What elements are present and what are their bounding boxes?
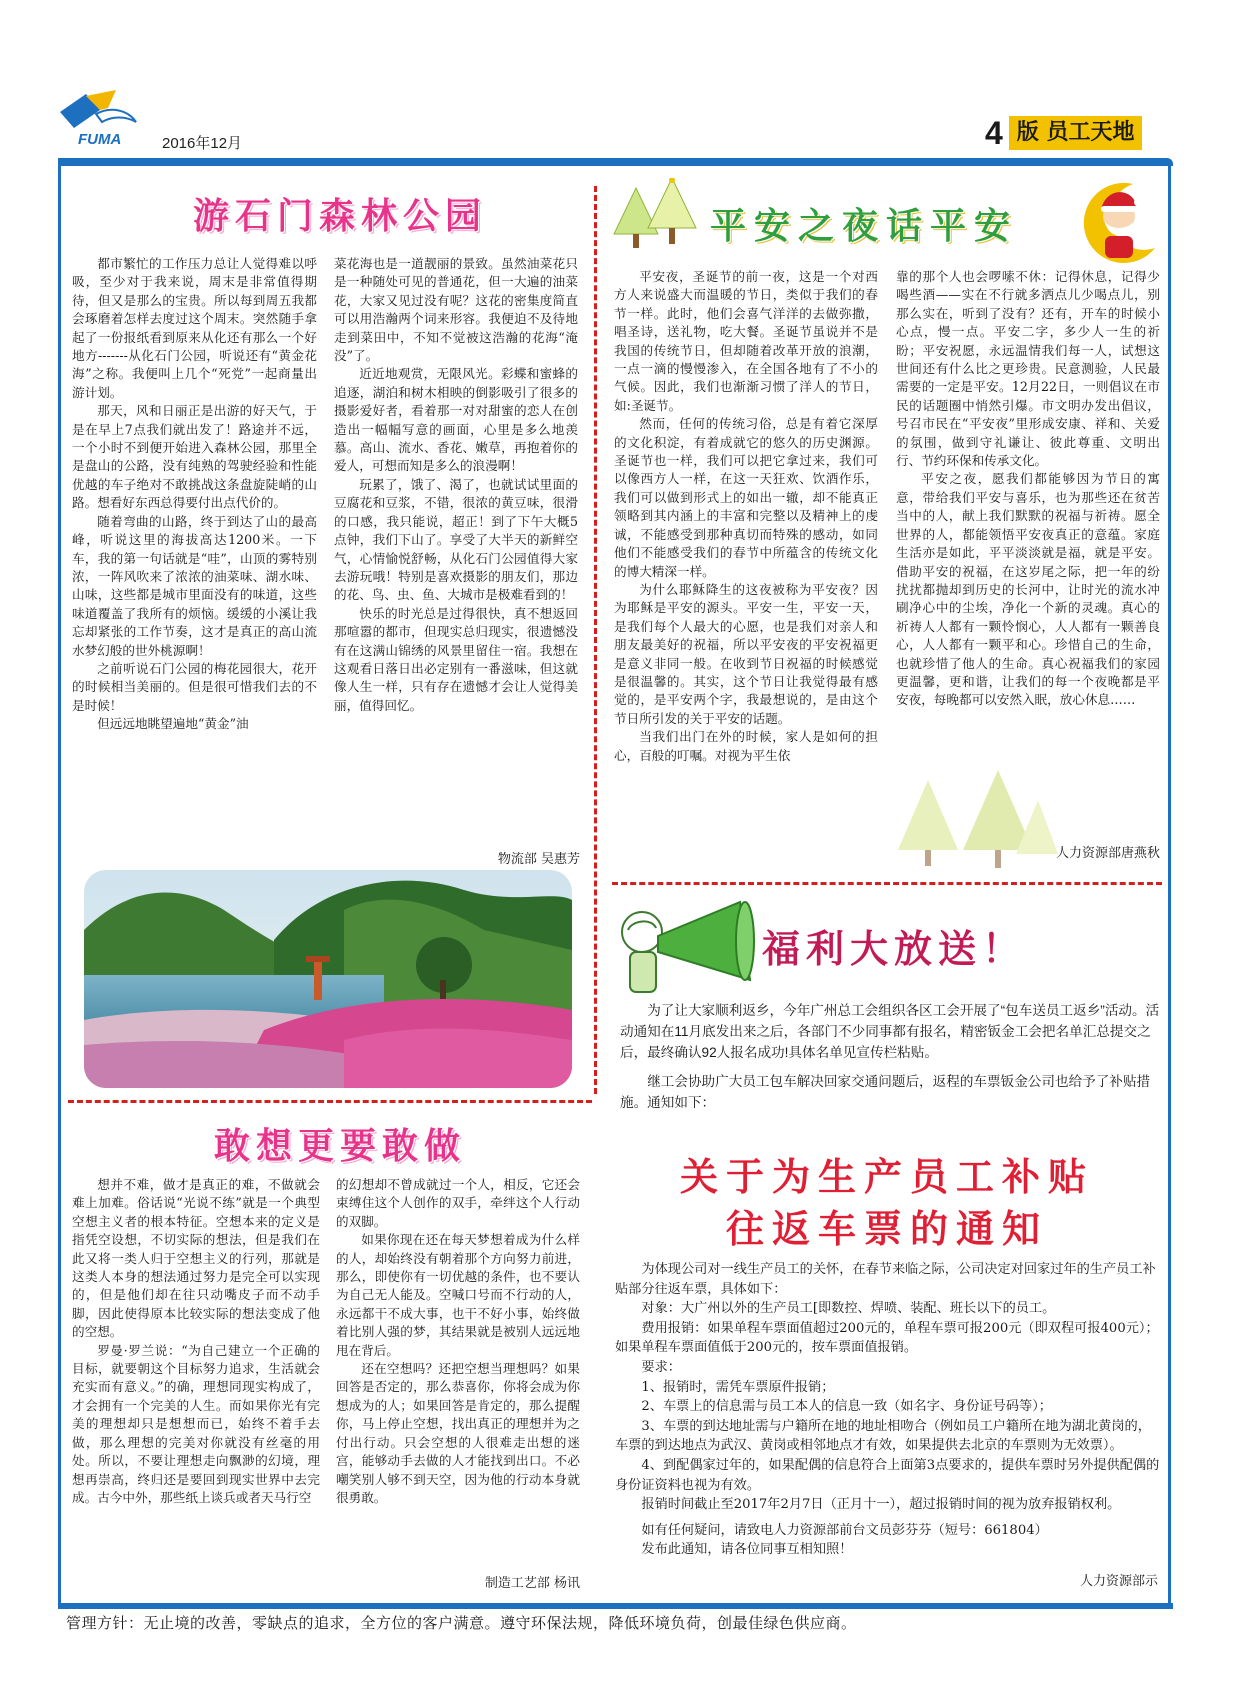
article-title: 敢想更要敢做 (213, 1125, 466, 1167)
notice-line: 1、报销时，需凭车票原件报销； (641, 1379, 835, 1395)
notice-line: 如有任何疑问，请致电人力资源部前台文员彭芬芬（短号：661804） (641, 1522, 1048, 1538)
paragraph: 那天，风和日丽正是出游的好天气，于是在早上7点我们就出发了！路途并不远，一个小时不到便开始进入森林公园，那里全是盘山的公路，没有纯熟的驾驶经验和性能优越的车子绝对不敢挑战这条盘旋陡峭的山路。想看好东西总得要付出点代价的。 (72, 403, 317, 511)
notice-title: 关于为生产员工补贴 (679, 1154, 1094, 1199)
paragraph: 想并不难，做才是真正的难，不做就会难上加难。俗话说“光说不练”就是一个典型空想主义者的根本特征。空想本来的定义是指凭空设想，不切实际的想法，但是我们在此又将一类人归于空想主义的行列，那就是这类人本身的想法通过努力是完全可以实现的，但是他们却在往只动嘴皮子而不动手脚，因此使得原本比较实际的想法变成了他的空想。 (72, 1177, 320, 1340)
notice-body (615, 1260, 1160, 1560)
paragraph: 都市繁忙的工作压力总让人觉得难以呼吸，至少对于我来说，周末是非常值得期待，但又是那么的宝贵。所以每到周五我都会琢磨着怎样去度过这个周末。突然随手拿起了一份报纸看到原来从化还有那么一个好地方-------从化石门公园，听说还有“黄金花海”之称。我便叫上几个“死党”一起商量出游计划。 (72, 256, 317, 400)
article-column (614, 268, 878, 765)
paragraph: 菜花海也是一道靓丽的景致。虽然油菜花只是一种随处可见的普通花，但一大遍的油菜花，大家又见过没有呢？这花的密集度简直可以用浩瀚两个词来形容。我便迫不及待地走到菜田中，不知不觉被这浩瀚的花海“淹没”了。 (334, 256, 578, 364)
notice-line: 报销时间截止至2017年2月7日（正月十一），超过报销时间的视为放弃报销权利。 (641, 1497, 1121, 1513)
forest-park-photo (84, 870, 572, 1088)
paragraph: 随着弯曲的山路，终于到达了山的最高峰，听说这里的海拔高达1200米。一下车，我的第一句话就是“哇”，山顶的雾特别浓，一阵风吹来了浓浓的油菜味、湖水味、山味，这些都是城市里面没有的味道，这些味道覆盖了我所有的烦恼。缓缓的小溪让我忘却紧张的工作节奏，这才是真正的高山流水梦幻般的世外桃源啊！ (72, 513, 317, 658)
edition-label: 版 员工天地 (1009, 116, 1143, 150)
bottom-rule (58, 1603, 1173, 1609)
notice-line: 对象：大广州以外的生产员工[即数控、焊喷、装配、班长以下的员工。 (641, 1301, 1056, 1317)
article-title: 平安之夜话平安 (710, 205, 1019, 247)
notice-line: 费用报销：如果单程车票面值超过200元的，单程车票可报200元（即双程可报400元）；如果单程车票面值低于200元的，按车票面值报销。 (615, 1320, 1159, 1356)
article-column (72, 1176, 320, 1507)
article-column (336, 1176, 580, 1507)
article-column (72, 255, 317, 734)
paragraph: 靠的那个人也会啰嗦不休：记得休息，记得少喝些酒——实在不行就多洒点儿少喝点儿，别那么实在，听到了没有？还有，开车的时候小心点，慢一点。平安二字，多少人一生的祈盼；平安祝愿，永远温情我们每一人，试想这世间还有什么比之更珍贵。民意测验，人民最需要的一定是平安。12月22日，一则倡议在市民的话题圈中悄然引爆。市文明办发出倡议，号召市民在“平安夜”里形成安康、祥和、关爱的氛围，做到守礼谦让、彼此尊重、文明出行、节约环保和传承文化。 (896, 269, 1160, 469)
santa-icon (1075, 176, 1163, 264)
paragraph: 为什么耶稣降生的这夜被称为平安夜？因为耶稣是平安的源头。平安一生，平安一天，是我们每个人最大的心愿，也是我们对亲人和朋友最美好的祝福，所以平安夜的平安祝福更是意义非同一般。在收到节日祝福的时候感觉是很温馨的。其实，这个节日让我觉得最有感觉的，是平安两个字，我最想说的，是由这个节日所引发的关于平安的话题。 (614, 581, 878, 726)
section-divider-right (612, 882, 1162, 885)
section-divider-left (68, 1100, 592, 1103)
notice-title: 往返车票的通知 (725, 1206, 1048, 1251)
paragraph: 为了让大家顺利返乡，今年广州总工会组织各区工会开展了“包车送员工返乡”活动。活动通知在11月底发出来之后，各部门不少同事都有报名，精密钣金工会把名单汇总提交之后，最终确认92人报名成功!具体名单见宣传栏粘贴。 (620, 1003, 1160, 1060)
issue-date: 2016年12月 (162, 135, 243, 152)
paragraph: 的幻想却不曾成就过一个人，相反，它还会束缚住这个人创作的双手，牵绊这个人行动的双脚。 (336, 1177, 580, 1229)
article-signature: 人力资源部唐燕秋 (1055, 846, 1160, 861)
article-title: 福利大放送！ (762, 926, 1027, 971)
notice-signature: 人力资源部示 (1079, 1574, 1158, 1589)
article-column (334, 255, 578, 715)
megaphone-icon (612, 896, 758, 996)
paragraph: 然而，任何的传统习俗，总是有着它深厚的文化积淀，有着成就它的悠久的历史渊源。圣诞节也一样，我们可以把它拿过来，我们可以像西方人一样，在这一天狂欢、饮酒作乐，我们可以做到形式上的如出一辙，却不能真正领略到其内涵上的丰富和完整以及精神上的虔诚，不能感受到那种真切而特殊的感动，如同他们不能感受我们的春节中所蕴含的传统文化的博大精深一样。 (614, 416, 878, 579)
notice-line: 为体现公司对一线生产员工的关怀，在春节来临之际，公司决定对回家过年的生产员工补贴部分往返车票，具体如下： (615, 1262, 1156, 1297)
paragraph: 但远远地眺望遍地“黄金”油 (97, 716, 249, 732)
paragraph: 还在空想吗？还把空想当理想吗？如果回答是否定的，那么恭喜你，你将会成为你想成为的人；如果回答是肯定的，那么提醒你，马上停止空想，找出真正的理想并为之付出行动。只会空想的人很难走出想的迷宫，能够动手去做的人才能找到出口。不必嘲笑别人够不到天空，因为他的行动本身就很勇敢。 (336, 1361, 580, 1505)
article-signature: 物流部 吴惠芳 (497, 852, 580, 867)
notice-line: 4、到配偶家过年的，如果配偶的信息符合上面第3点要求的，提供车票时另外提供配偶的身份证资料也视为有效。 (615, 1457, 1160, 1493)
notice-line: 3、车票的到达地址需与户籍所在地的地址相吻合（例如员工户籍所在地为湖北黄岗的，车票的到达地点为武汉、黄岗或相邻地点才有效，如果提供去北京的车票则为无效票）。 (615, 1418, 1151, 1454)
article-column (896, 268, 1160, 710)
paragraph: 之前听说石门公园的梅花园很大，花开的时候相当美丽的。但是很可惜我们去的不是时候！ (72, 660, 317, 713)
article-title: 游石门森林公园 (192, 195, 487, 237)
paragraph: 当我们出门在外的时候，家人是如何的担心，百般的叮嘱。对视为平生依 (614, 729, 878, 763)
notice-line: 发布此通知，请各位同事互相知照！ (641, 1542, 853, 1558)
notice-line: 2、车票上的信息需与员工本人的信息一致（如名字、身份证号码等）； (641, 1399, 1052, 1415)
paragraph: 玩累了，饿了、渴了，也就试试里面的豆腐花和豆浆，不错，很浓的黄豆味，很滑的口感，我只能说，超正！到了下午大概5点钟，我们下山了。享受了大半天的新鲜空气，心情愉悦舒畅，从化石门公园值得大家去游玩哦！特别是喜欢摄影的朋友们，那边的花、鸟、虫、鱼、大城市是极难看到的！ (334, 476, 578, 603)
paragraph: 如果你现在还在每天梦想着成为什么样的人，却始终没有朝着那个方向努力前进，那么，即使你有一切优越的条件，也不要认为自己无人能及。空喊口号而不行动的人，永远都干不成大事，也干不好小事，始终做着比别人强的梦，其结果就是被别人远远地甩在背后。 (336, 1232, 580, 1358)
paragraph: 近近地观赏，无限风光。彩蝶和蜜蜂的追逐，湖泊和树木相映的倒影吸引了很多的摄影爱好者，看着那一对对甜蜜的恋人在创造出一幅幅写意的画面，心里是多么地羡慕。高山、流水、香花、嫩草，再抱着你的爱人，可想而知是多么的浪漫啊！ (334, 366, 578, 474)
paragraph: 平安之夜，愿我们都能够因为节日的寓意，带给我们平安与喜乐，也为那些还在贫苦当中的人，献上我们默默的祝福与祈祷。愿全世界的人，都能领悟平安夜真正的意蕴。家庭生活亦是如此，平平淡淡就是福，就是平安。借助平安的祝福，在这岁尾之际，把一年的纷扰扰都抛却到历史的长河中，让时光的流水冲刷净心中的尘埃，净化一个新的灵魂。真心的祈祷人人都有一颗怜悯心，人人都有一颗善良心，人人都有一颗平和心。珍惜自己的生命，也就珍惜了他人的生命。真心祝福我们的家园更温馨，更和谐，让我们的每一个夜晚都是平安夜，每晚都可以安然入眠，放心休息…… (896, 471, 1160, 708)
column-divider (594, 186, 597, 1094)
notice-line: 要求： (641, 1359, 681, 1375)
paragraph: 快乐的时光总是过得很快，真不想返回那喧嚣的都市，但现实总归现实，很遗憾没有在这满山锦绣的风景里留住一宿。我想在这观看日落日出必定别有一番滋味，但这就像人生一样，只有存在遗憾才会让人觉得美丽，值得回忆。 (334, 605, 578, 713)
christmas-tree-icon (610, 178, 704, 254)
paragraph: 平安夜，圣诞节的前一夜，这是一个对西方人来说盛大而温暖的节日，类似于我们的春节一样。此时，他们会喜气洋洋的去做弥撒，唱圣诗，送礼物，吃大餐。圣诞节虽说并不是我国的传统节日，但却随着改革开放的浪潮，一点一滴的慢慢渗入，在全国各地有了不小的气候。因此，我们也渐渐习惯了洋人的节日，如:圣诞节。 (614, 269, 878, 413)
edition-tag (985, 116, 1142, 150)
article-signature: 制造工艺部 杨讯 (484, 1576, 580, 1591)
management-policy: 管理方针：无止境的改善，零缺点的追求，全方位的客户满意。遵守环保法规，降低环境负荷，创最佳绿色供应商。 (66, 1614, 857, 1632)
paragraph: 罗曼·罗兰说：“为自己建立一个正确的目标，就要朝这个目标努力追求，生活就会充实而有意义。”的确，理想同现实构成了，才会拥有一个完美的人生。而如果你光有完美的理想却只是想想而已，始终不着手去做，那么理想的完美对你就没有丝毫的用处。所以，不要让理想走向飘渺的幻境，理想再崇高，终归还是要回到现实世界中去完成。古今中外，那些纸上谈兵或者天马行空 (72, 1342, 320, 1505)
top-rule (58, 158, 1173, 166)
article-body (620, 1000, 1160, 1113)
logo-text: FUMA (78, 131, 122, 148)
paragraph: 继工会协助广大员工包车解决回家交通问题后，返程的车票钣金公司也给予了补贴措施。通知如下： (620, 1074, 1151, 1110)
fuma-logo (56, 88, 156, 148)
edition-number: 4 (985, 115, 1003, 151)
